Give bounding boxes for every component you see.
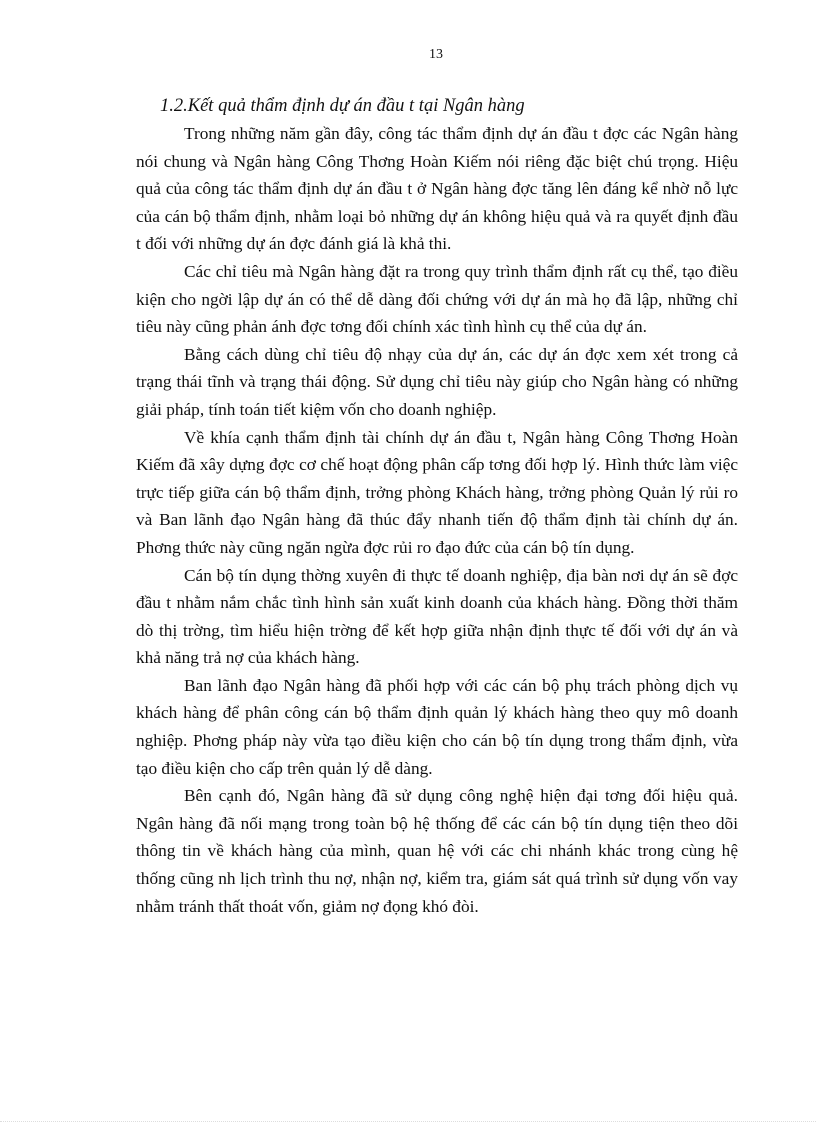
paragraph-financial-appraisal: Về khía cạnh thẩm định tài chính dự án đầu t, Ngân hàng Công Thơng Hoàn Kiếm đã xây dựng đợc cơ chế hoạt động phân cấp tơng đối hợp lý. Hình thức làm việc trực tiếp giữa cán bộ thẩm định, trởng phòng Khách hàng, trởng phòng Quản lý rủi ro và Ban lãnh đạo Ngân hàng đã thúc đẩy nhanh tiến độ thẩm định tài chính dự án. Phơng thức này cũng ngăn ngừa đợc rủi ro đạo đức của cán bộ tín dụng.: [136, 427, 738, 557]
page-bottom-divider: [0, 1121, 816, 1122]
section-heading: 1.2.Kết quả thẩm định dự án đầu t tại Ngân hàng: [160, 96, 525, 116]
page-number: 13: [429, 47, 443, 62]
paragraph-field-visits: Cán bộ tín dụng thờng xuyên đi thực tế doanh nghiệp, địa bàn nơi dự án sẽ đợc đầu t nhằm nắm chắc tình hình sản xuất kinh doanh của khách hàng. Đồng thời thăm dò thị trờng, tìm hiểu hiện trờng để kết hợp giữa nhận định thực tế đối với dự án và khả năng trả nợ của khách hàng.: [136, 565, 738, 668]
document-body: [136, 92, 738, 920]
paragraph-management: Ban lãnh đạo Ngân hàng đã phối hợp với các cán bộ phụ trách phòng dịch vụ khách hàng để phân công cán bộ thẩm định quản lý khách hàng theo quy mô doanh nghiệp. Phơng pháp này vừa tạo điều kiện cho cán bộ tín dụng trong thẩm định, vừa tạo điều kiện cho cấp trên quản lý dễ dàng.: [136, 675, 738, 778]
paragraph-criteria: Các chỉ tiêu mà Ngân hàng đặt ra trong quy trình thẩm định rất cụ thể, tạo điều kiện cho ngời lập dự án có thể dễ dàng đối chứng với dự án mà họ đã lập, những chỉ tiêu này cũng phản ánh đợc tơng đối chính xác tình hình cụ thể của dự án.: [136, 261, 738, 337]
paragraph-technology: Bên cạnh đó, Ngân hàng đã sử dụng công nghệ hiện đại tơng đối hiệu quả. Ngân hàng đã nối mạng trong toàn bộ hệ thống để các cán bộ tín dụng tiện theo dõi thông tin về khách hàng của mình, quan hệ với các chi nhánh khác trong cùng hệ thống cũng nh lịch trình thu nợ, nhận nợ, kiểm tra, giám sát quá trình sử dụng vốn vay nhằm tránh thất thoát vốn, giảm nợ đọng khó đòi.: [136, 786, 738, 916]
paragraph-sensitivity: Bằng cách dùng chỉ tiêu độ nhạy của dự án, các dự án đợc xem xét trong cả trạng thái tĩnh và trạng thái động. Sử dụng chỉ tiêu này giúp cho Ngân hàng có những giải pháp, tính toán tiết kiệm vốn cho doanh nghiệp.: [136, 344, 738, 419]
paragraph-appraisal-overview: Trong những năm gần đây, công tác thẩm định dự án đầu t đợc các Ngân hàng nói chung và Ngân hàng Công Thơng Hoàn Kiếm nói riêng đặc biệt chú trọng. Hiệu quả của công tác thẩm định dự án đầu t ở Ngân hàng đợc tăng lên đáng kể nhờ nỗ lực của cán bộ thẩm định, nhằm loại bỏ những dự án không hiệu quả và ra quyết định đầu t đối với những dự án đợc đánh giá là khả thi.: [136, 124, 738, 254]
